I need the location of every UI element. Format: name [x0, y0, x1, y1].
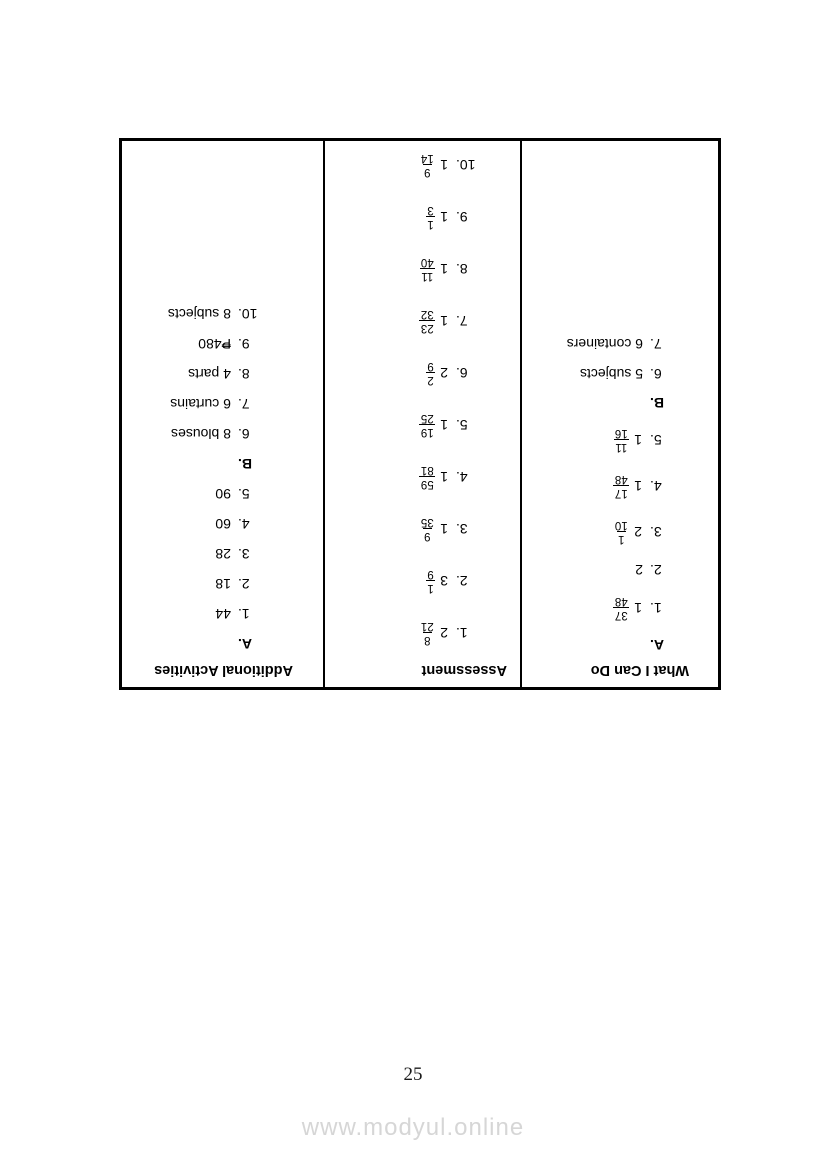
section-label-row — [122, 449, 323, 479]
item-value: 6 containers — [566, 336, 643, 352]
fraction — [419, 412, 435, 439]
whole-number: 1 — [440, 521, 448, 537]
whole-number: 2 — [440, 365, 448, 381]
answer-item — [325, 555, 520, 607]
answer-item — [122, 419, 323, 449]
answer-item — [522, 463, 718, 509]
fraction-numerator: 9 — [424, 166, 431, 179]
item-number: A. — [650, 637, 664, 653]
section-label-row — [522, 631, 718, 659]
answer-item — [325, 399, 520, 451]
item-number: 10. — [455, 157, 476, 173]
answer-item — [522, 509, 718, 555]
fraction-numerator: 11 — [615, 441, 628, 454]
item-number: 4. — [237, 516, 250, 532]
answer-item — [122, 479, 323, 509]
item-number: 8. — [455, 261, 468, 277]
fraction — [426, 204, 435, 231]
fraction-denominator: 16 — [614, 427, 628, 440]
answer-item — [522, 585, 718, 631]
fraction-numerator: 19 — [420, 426, 434, 439]
whole-number: 1 — [634, 432, 642, 448]
whole-number: 1 — [440, 157, 448, 173]
fraction-numerator: 17 — [614, 487, 628, 500]
whole-number: 1 — [634, 600, 642, 616]
item-value: 28 — [215, 546, 231, 562]
fraction-denominator: 32 — [420, 308, 434, 321]
item-number: 2. — [650, 562, 662, 578]
answer-item — [122, 599, 323, 629]
item-number: 4. — [650, 478, 662, 494]
item-value: ₱480 — [198, 336, 231, 352]
answer-item — [522, 359, 718, 389]
fraction-denominator: 9 — [427, 568, 434, 581]
item-value: 8 blouses — [171, 426, 231, 442]
fraction — [419, 256, 435, 283]
answer-item — [522, 329, 718, 359]
fraction — [426, 360, 435, 387]
answer-item — [122, 299, 323, 329]
whole-number: 1 — [440, 261, 448, 277]
answer-item — [522, 417, 718, 463]
fraction-numerator: 1 — [427, 218, 434, 231]
answer-key-table — [119, 138, 721, 690]
column-header: What I Can Do — [590, 662, 689, 678]
fraction-numerator: 2 — [427, 374, 434, 387]
answer-item — [122, 359, 323, 389]
item-number: 5. — [455, 417, 468, 433]
answer-item — [325, 243, 520, 295]
fraction-numerator: 59 — [420, 478, 434, 491]
fraction-denominator: 81 — [420, 464, 434, 477]
item-number: B. — [237, 456, 252, 472]
item-value: 44 — [215, 606, 231, 622]
answer-item — [122, 389, 323, 419]
answer-item — [325, 607, 520, 659]
item-number: 3. — [650, 524, 662, 540]
answer-item — [325, 451, 520, 503]
page-number: 25 — [403, 1064, 423, 1085]
fraction-numerator: 1 — [618, 533, 625, 546]
item-number: 1. — [237, 606, 250, 622]
whole-number: 2 — [440, 625, 448, 641]
fraction-numerator: 11 — [421, 270, 434, 283]
fraction — [419, 308, 435, 335]
fraction-numerator: 8 — [424, 634, 431, 647]
section-label-row — [522, 389, 718, 417]
item-number: 7. — [455, 313, 468, 329]
column-additional-activities — [122, 141, 323, 687]
fraction-numerator: 37 — [614, 609, 628, 622]
column-items — [325, 139, 520, 659]
item-number: 1. — [650, 600, 662, 616]
whole-number: 1 — [440, 313, 448, 329]
item-number: 7. — [237, 396, 250, 412]
item-number: B. — [650, 395, 664, 411]
item-number: 8. — [237, 366, 250, 382]
whole-number: 1 — [440, 209, 448, 225]
item-value: 60 — [215, 516, 231, 532]
item-number: 7. — [650, 336, 662, 352]
item-number: A. — [237, 636, 252, 652]
fraction-denominator: 48 — [614, 473, 628, 486]
answer-item — [522, 555, 718, 585]
fraction-denominator: 21 — [420, 620, 434, 633]
fraction — [613, 427, 629, 454]
item-number: 2. — [455, 573, 468, 589]
item-number: 9. — [237, 336, 250, 352]
fraction-denominator: 35 — [420, 516, 434, 529]
item-value: 2 — [635, 562, 643, 578]
fraction — [419, 464, 435, 491]
section-label-row — [122, 629, 323, 659]
item-value: 90 — [215, 486, 231, 502]
answer-item — [325, 347, 520, 399]
answer-item — [325, 295, 520, 347]
fraction-denominator: 40 — [420, 256, 434, 269]
fraction-numerator: 1 — [427, 582, 434, 595]
whole-number: 1 — [634, 478, 642, 494]
fraction-denominator: 14 — [420, 152, 434, 165]
item-number: 1. — [455, 625, 468, 641]
item-number: 2. — [237, 576, 250, 592]
item-value: 8 subjects — [167, 306, 231, 322]
fraction-denominator: 48 — [614, 595, 628, 608]
fraction — [419, 620, 435, 647]
item-value: 6 curtains — [170, 396, 231, 412]
fraction — [613, 519, 629, 546]
fraction — [613, 473, 629, 500]
answer-item — [122, 569, 323, 599]
fraction-denominator: 25 — [420, 412, 434, 425]
column-header: Additional Activities — [154, 662, 293, 678]
answer-item — [122, 509, 323, 539]
fraction-denominator: 9 — [427, 360, 434, 373]
item-number: 3. — [237, 546, 250, 562]
fraction — [419, 516, 435, 543]
whole-number: 1 — [440, 469, 448, 485]
item-value: 18 — [215, 576, 231, 592]
item-number: 5. — [237, 486, 250, 502]
whole-number: 2 — [634, 524, 642, 540]
answer-item — [325, 139, 520, 191]
fraction — [419, 152, 435, 179]
item-number: 4. — [455, 469, 468, 485]
column-header: Assessment — [421, 662, 507, 678]
fraction — [426, 568, 435, 595]
answer-item — [325, 503, 520, 555]
watermark: www.modyul.online — [301, 1114, 525, 1141]
item-number: 3. — [455, 521, 468, 537]
whole-number: 3 — [440, 573, 448, 589]
fraction-numerator: 9 — [424, 530, 431, 543]
item-number: 6. — [650, 366, 662, 382]
fraction-denominator: 10 — [614, 519, 628, 532]
item-value: 4 parts — [188, 366, 231, 382]
fraction-denominator: 3 — [427, 204, 434, 217]
answer-item — [122, 539, 323, 569]
item-number: 10. — [237, 306, 258, 322]
item-number: 9. — [455, 209, 468, 225]
answer-item — [122, 329, 323, 359]
whole-number: 1 — [440, 417, 448, 433]
column-items — [522, 329, 718, 659]
item-value: 5 subjects — [579, 366, 643, 382]
fraction — [613, 595, 629, 622]
item-number: 5. — [650, 432, 662, 448]
item-number: 6. — [237, 426, 250, 442]
item-number: 6. — [455, 365, 468, 381]
column-what-i-can-do — [520, 141, 718, 687]
column-assessment — [323, 141, 520, 687]
fraction-numerator: 23 — [420, 322, 434, 335]
answer-item — [325, 191, 520, 243]
column-items — [122, 299, 323, 659]
